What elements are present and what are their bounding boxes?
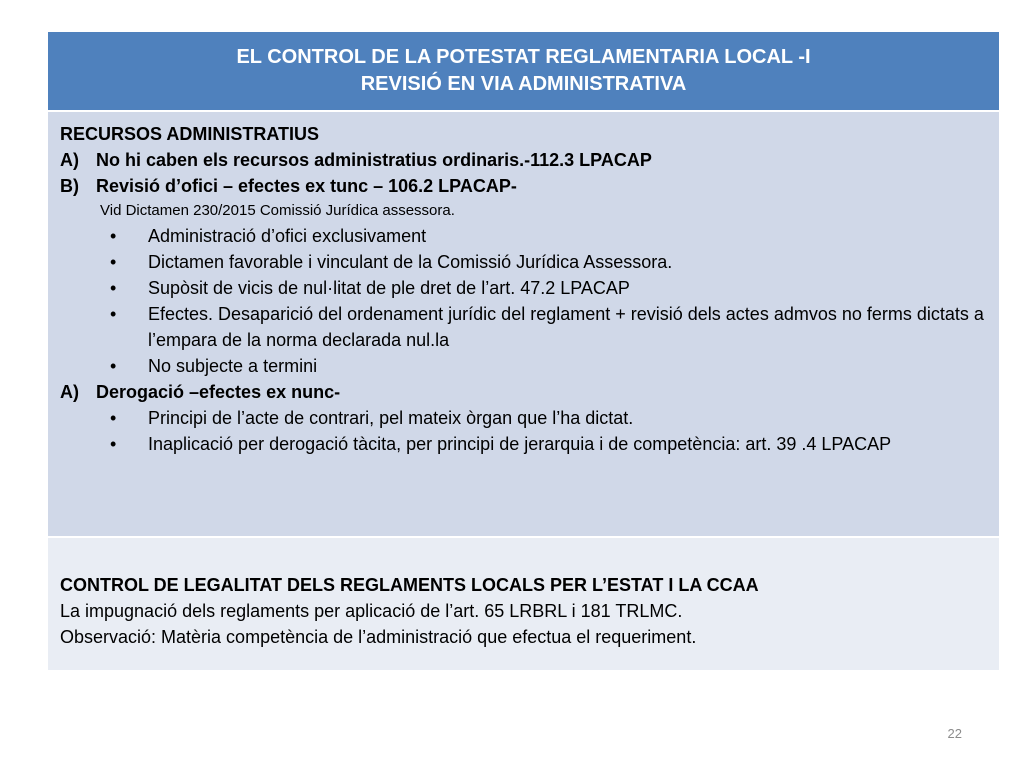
bullet-icon: • [110,226,117,246]
list-item-letter: A) [60,150,79,170]
page-number: 22 [947,726,962,741]
bullet-item [60,353,999,379]
bullet-text: Supòsit de vicis de nul·litat de ple dret de l’art. 47.2 LPACAP [148,278,630,298]
bullet-item [60,249,999,275]
bullet-item [60,275,999,301]
bullet-icon: • [110,434,117,454]
bullet-text: Administració d’ofici exclusivament [148,226,427,246]
list-item-c [60,379,999,405]
bullet-text: No subjecte a termini [148,356,318,376]
section2-line1: La impugnació dels reglaments per aplicació de l’art. 65 LRBRL i 181 TRLMC. [60,601,683,621]
bullet-icon: • [110,304,117,324]
bullet-text: Inaplicació per derogació tàcita, per principi de jerarquia i de competència: art. 39 .4 LPACAP [148,434,892,454]
content-table [48,32,999,670]
bullet-icon: • [110,408,117,428]
list-item-letter: A) [60,382,79,402]
table-row-recursos [48,112,999,538]
section1-heading: RECURSOS ADMINISTRATIUS [60,124,320,144]
bullet-icon: • [110,252,117,272]
bullet-text: Efectes. Desaparició del ordenament jurídic del reglament + revisió dels actes admvos no ferms dictats a l’empara de la norma declarada nul.la [148,304,984,350]
bullet-item [60,301,999,353]
slide-title-line1: EL CONTROL DE LA POTESTAT REGLAMENTARIA LOCAL -I [236,46,811,68]
bullet-icon: • [110,278,117,298]
table-row-control-legalitat [48,538,999,670]
dictamen-note: Vid Dictamen 230/2015 Comissió Jurídica assessora. [100,202,455,219]
bullet-item [60,431,999,457]
section2-heading: CONTROL DE LEGALITAT DELS REGLAMENTS LOCALS PER L’ESTAT I LA CCAA [60,575,759,595]
list-item-text: Derogació –efectes ex nunc- [96,382,341,402]
bullet-text: Dictamen favorable i vinculant de la Comissió Jurídica Assessora. [148,252,673,272]
bullet-text: Principi de l’acte de contrari, pel mateix òrgan que l’ha dictat. [148,408,634,428]
slide-title-line2: REVISIÓ EN VIA ADMINISTRATIVA [360,73,687,95]
list-item-b [60,173,999,199]
list-item-text: Revisió d’ofici – efectes ex tunc – 106.2 LPACAP- [96,176,517,196]
table-header [48,32,999,112]
bullet-item [60,405,999,431]
section2-line2: Observació: Matèria competència de l’administració que efectua el requeriment. [60,627,697,647]
list-item-letter: B) [60,176,79,196]
list-item-a [60,147,999,173]
bullet-icon: • [110,356,117,376]
list-item-text: No hi caben els recursos administratius ordinaris.-112.3 LPACAP [96,150,652,170]
bullet-item [60,223,999,249]
